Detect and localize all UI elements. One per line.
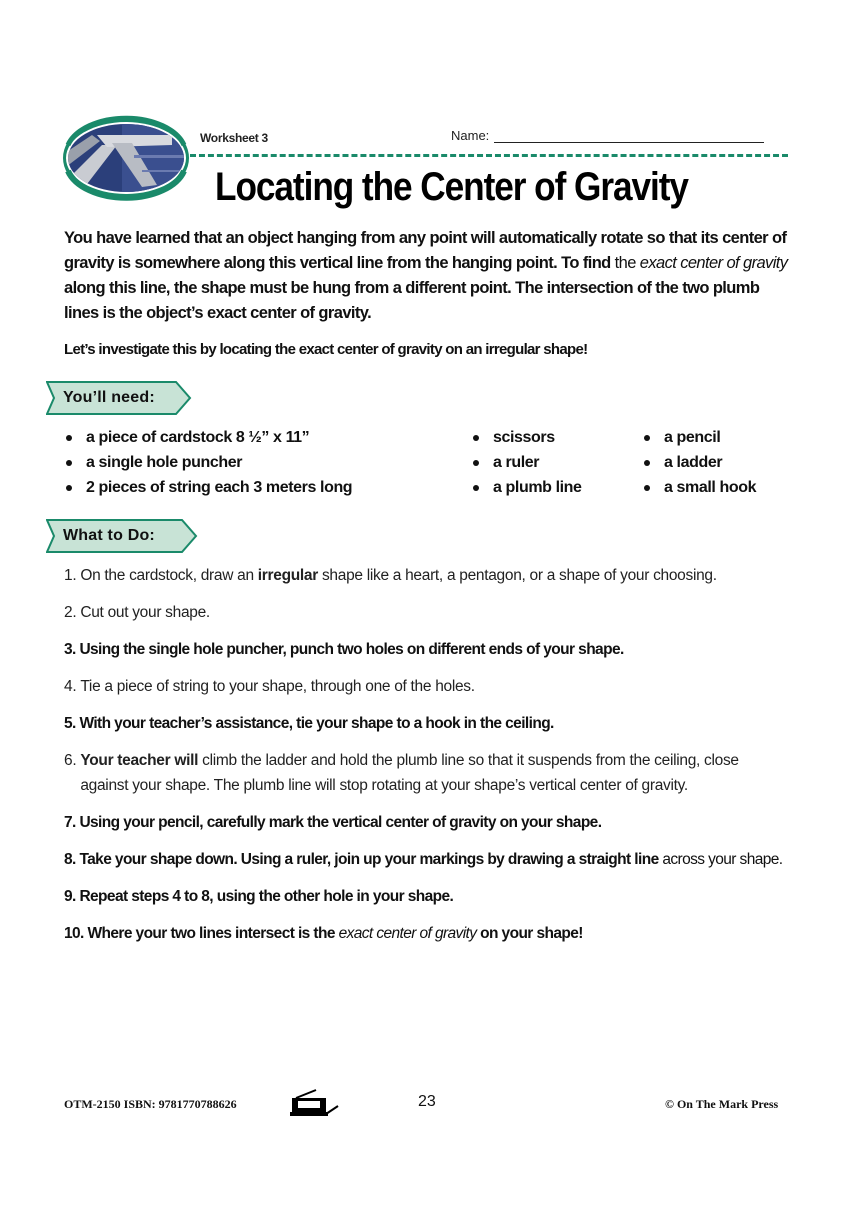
list-item: a piece of cardstock 8 ½” x 11” [66, 425, 352, 450]
step-6: 6. Your teacher will climb the ladder and hold the plumb line so that it suspends from the ceiling, close against your shape. The plumb line will stop rotating at your shape’s vertical center of gravity. [64, 752, 739, 794]
bullet-icon [644, 435, 650, 441]
needs-section-tag [46, 381, 192, 415]
needs-list-col2 [473, 425, 582, 500]
step-4: 4. Tie a piece of string to your shape, through one of the holes. [64, 678, 475, 695]
intro-text-d: along this line, the shape must be hung from a different point. The intersection of the two plumb lines is the object’s exact center of gravity. [64, 279, 760, 322]
list-item: a plumb line [473, 475, 582, 500]
step-10: 10. Where your two lines intersect is the exact center of gravity on your shape! [64, 925, 583, 942]
bullet-icon [66, 435, 72, 441]
intro-emphasis: exact center of gravity [639, 254, 788, 272]
bullet-icon [473, 435, 479, 441]
bullet-icon [473, 460, 479, 466]
steps-list [64, 563, 784, 958]
needs-list-col1 [66, 425, 352, 500]
needs-label: You’ll need: [63, 389, 155, 406]
truss-photo-icon [62, 115, 190, 201]
list-item: a ruler [473, 450, 582, 475]
intro-text-b: the [614, 254, 636, 272]
page-title: Locating the Center of Gravity [215, 165, 688, 209]
list-item: a ladder [644, 450, 756, 475]
header-divider [190, 154, 788, 157]
page-number: 23 [418, 1093, 436, 1110]
worksheet-label: Worksheet 3 [200, 131, 268, 145]
step-3: 3. Using the single hole puncher, punch two holes on different ends of your shape. [64, 641, 624, 658]
todo-label: What to Do: [63, 527, 155, 544]
name-label: Name: [451, 128, 490, 143]
step-2: 2. Cut out your shape. [64, 604, 210, 621]
list-item: 2 pieces of string each 3 meters long [66, 475, 352, 500]
copy-machine-icon [290, 1088, 342, 1123]
intro-paragraph [64, 226, 794, 326]
bullet-icon [644, 485, 650, 491]
name-field[interactable] [451, 128, 764, 143]
list-item: scissors [473, 425, 582, 450]
step-1: 1. On the cardstock, draw an irregular shape like a heart, a pentagon, or a shape of your choosing. [64, 567, 717, 584]
step-7: 7. Using your pencil, carefully mark the vertical center of gravity on your shape. [64, 814, 602, 831]
bullet-icon [66, 460, 72, 466]
needs-list-col3 [644, 425, 756, 500]
step-9: 9. Repeat steps 4 to 8, using the other hole in your shape. [64, 888, 454, 905]
footer-copyright: © On The Mark Press [665, 1097, 779, 1111]
bullet-icon [644, 460, 650, 466]
bullet-icon [473, 485, 479, 491]
name-line[interactable] [494, 130, 764, 143]
todo-section-tag [46, 519, 198, 553]
intro-text-a: You have learned that an object hanging from any point will automatically rotate so that its center of gravity is somewhere along this vertical line from the hanging point. To find [64, 229, 787, 272]
footer-isbn: OTM-2150 ISBN: 9781770788626 [64, 1097, 237, 1111]
bullet-icon [66, 485, 72, 491]
step-5: 5. With your teacher’s assistance, tie your shape to a hook in the ceiling. [64, 715, 554, 732]
list-item: a pencil [644, 425, 756, 450]
step-8: 8. Take your shape down. Using a ruler, join up your markings by drawing a straight line across your shape. [64, 851, 783, 868]
worksheet-logo [62, 115, 190, 201]
list-item: a small hook [644, 475, 756, 500]
intro-callout: Let’s investigate this by locating the exact center of gravity on an irregular shape! [64, 341, 588, 358]
list-item: a single hole puncher [66, 450, 352, 475]
